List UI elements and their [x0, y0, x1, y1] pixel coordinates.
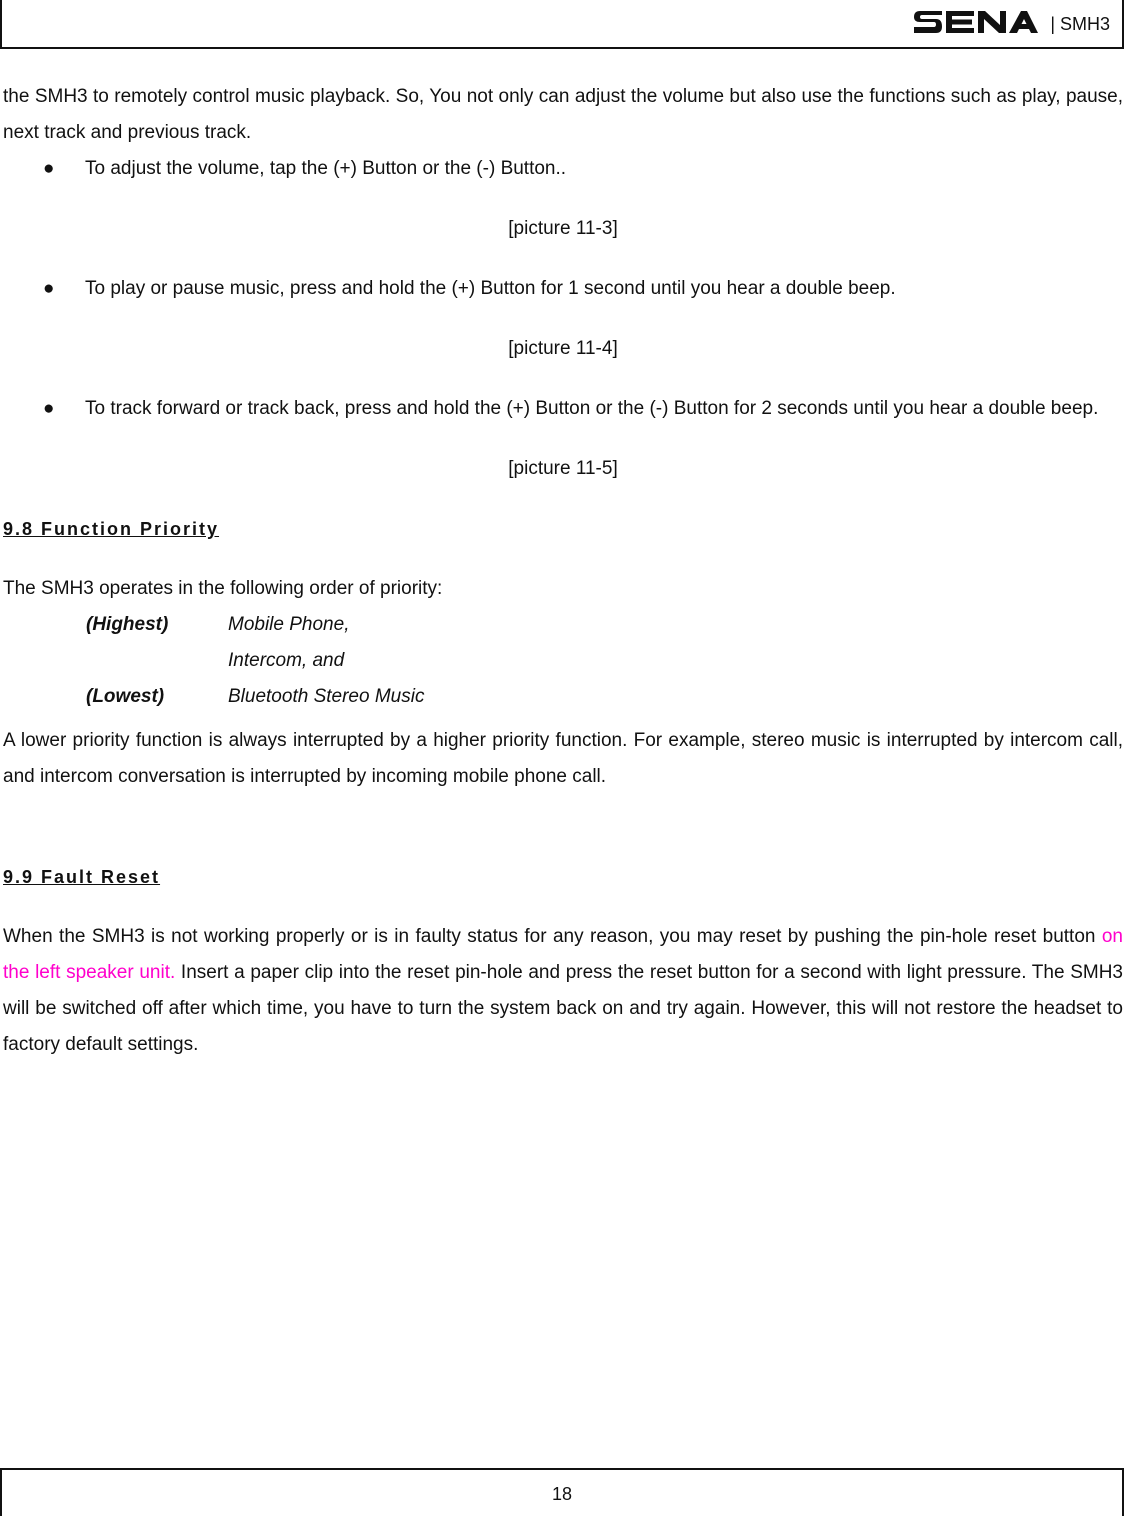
fault-reset-paragraph	[3, 919, 1123, 1063]
section-heading-function-priority: 9.8 Function Priority	[3, 519, 220, 539]
picture-caption: [picture 11-5]	[508, 458, 618, 479]
priority-function: Mobile Phone,	[228, 614, 350, 635]
picture-caption: [picture 11-3]	[508, 218, 618, 239]
bullet-item	[3, 391, 1123, 427]
priority-function: Intercom, and	[228, 650, 345, 671]
page-number: 18	[551, 1484, 573, 1504]
fault-reset-text-after: Insert a paper clip into the reset pin-hole and press the reset button for a second with light pressure. The SMH3 will be switched off after which time, you have to turn the system back on and try again. However, this will not restore the headset to factory default settings.	[3, 962, 1123, 1055]
priority-function: Bluetooth Stereo Music	[228, 686, 425, 707]
priority-level: (Highest)	[86, 614, 169, 635]
page-content	[3, 79, 1123, 1063]
picture-caption: [picture 11-4]	[508, 338, 618, 359]
bullet-text: To play or pause music, press and hold the (+) Button for 1 second until you hear a double beep.	[85, 278, 896, 299]
priority-row	[3, 643, 1123, 679]
priority-intro: The SMH3 operates in the following order of priority:	[3, 578, 443, 599]
intro-paragraph: the SMH3 to remotely control music playback. So, You not only can adjust the volume but also use the functions such as play, pause, next track and previous track.	[3, 86, 1123, 143]
priority-level: (Lowest)	[86, 686, 165, 707]
bullet-dot-icon: ●	[43, 158, 55, 179]
fault-reset-highlight: on the left speaker unit.	[3, 926, 1123, 983]
bullet-dot-icon: ●	[43, 398, 55, 419]
priority-note: A lower priority function is always interrupted by a higher priority function. For example, stereo music is interrupted by intercom call, and intercom conversation is interrupted by incoming mobile phone call.	[3, 730, 1123, 787]
page-footer	[0, 1468, 1124, 1516]
sena-logo	[912, 8, 1038, 36]
page-header	[0, 0, 1124, 49]
header-product-label: | SMH3	[1050, 14, 1110, 34]
section-heading-fault-reset: 9.9 Fault Reset	[3, 867, 161, 887]
bullet-dot-icon: ●	[43, 278, 55, 299]
bullet-text: To track forward or track back, press and hold the (+) Button or the (-) Button for 2 seconds until you hear a double beep.	[85, 398, 1099, 419]
priority-row	[3, 607, 1123, 643]
priority-row	[3, 679, 1123, 715]
bullet-text: To adjust the volume, tap the (+) Button or the (-) Button..	[85, 158, 567, 179]
bullet-item	[3, 151, 1123, 187]
fault-reset-text-before: When the SMH3 is not working properly or is in faulty status for any reason, you may reset by pushing the pin-hole reset button	[3, 926, 1102, 947]
bullet-item	[3, 271, 1123, 307]
